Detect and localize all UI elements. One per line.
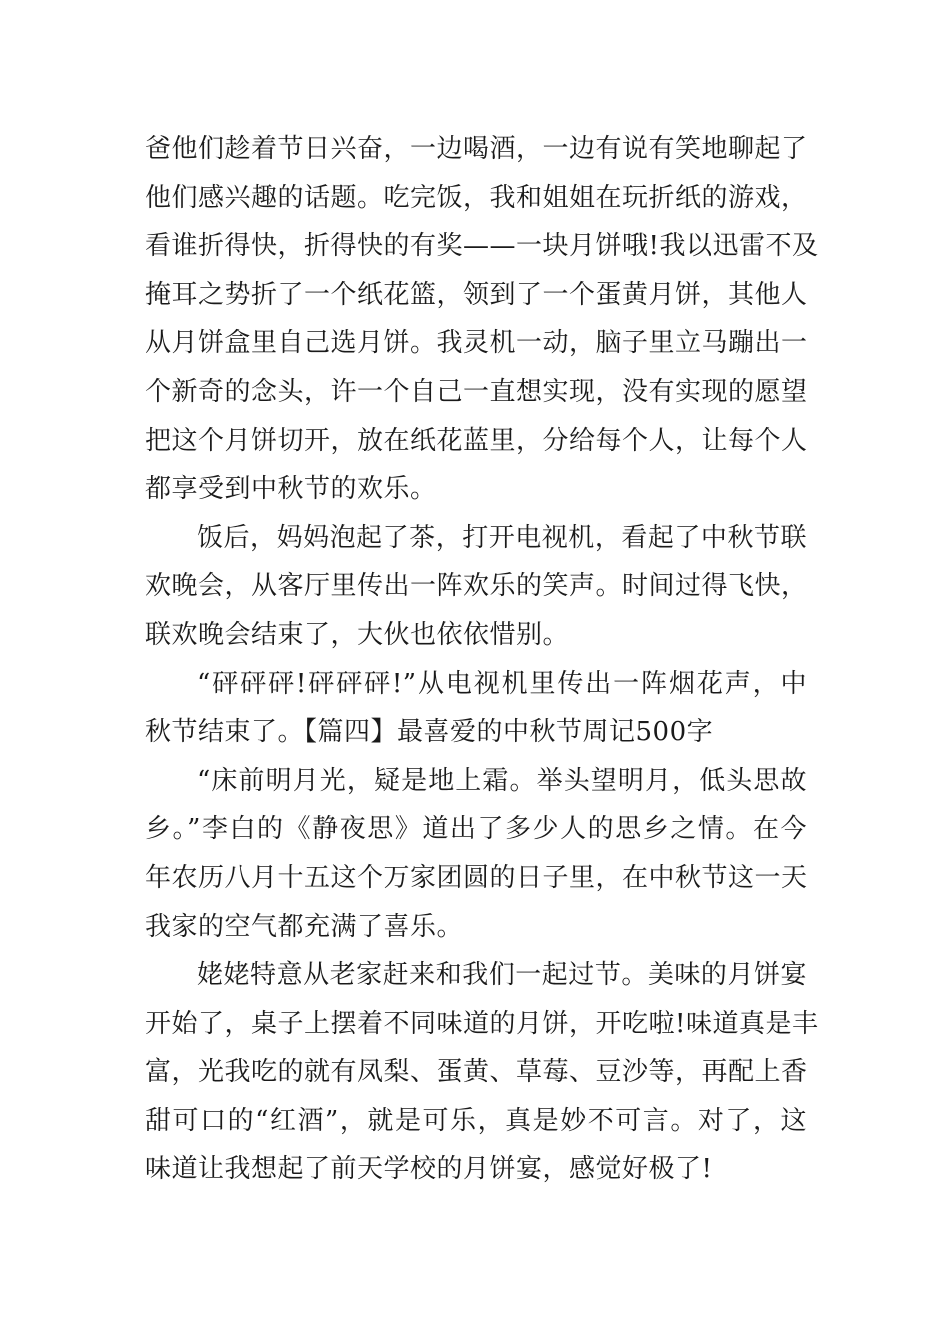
text-line: 开始了，桌子上摆着不同味道的月饼，开吃啦!味道真是丰 — [145, 1008, 819, 1039]
text-line: 饭后，妈妈泡起了茶，打开电视机，看起了中秋节联 — [197, 522, 807, 553]
text-line: 秋节结束了。【篇四】最喜爱的中秋节周记500字 — [145, 717, 714, 748]
text-line: 味道让我想起了前天学校的月饼宴，感觉好极了! — [145, 1154, 713, 1185]
text-line: 年农历八月十五这个万家团圆的日子里，在中秋节这一天 — [145, 862, 808, 893]
text-line: 富，光我吃的就有凤梨、蛋黄、草莓、豆沙等，再配上香 — [145, 1057, 808, 1088]
text-line: 个新奇的念头，许一个自己一直想实现，没有实现的愿望 — [145, 376, 808, 407]
text-line: 欢晚会，从客厅里传出一阵欢乐的笑声。时间过得飞快， — [145, 571, 808, 602]
text-line: 联欢晚会结束了，大伙也依依惜别。 — [145, 619, 570, 650]
text-line: “床前明月光，疑是地上霜。举头望明月，低头思故 — [197, 765, 807, 796]
text-line: 我家的空气都充满了喜乐。 — [145, 911, 464, 942]
document-body — [145, 125, 819, 1194]
text-line: 把这个月饼切开，放在纸花蓝里，分给每个人，让每个人 — [145, 425, 808, 456]
text-line: 爸他们趁着节日兴奋，一边喝酒，一边有说有笑地聊起了 — [145, 134, 808, 164]
text-line: 掩耳之势折了一个纸花篮，领到了一个蛋黄月饼，其他人 — [145, 279, 808, 310]
text-line: 甜可口的“红酒”，就是可乐，真是妙不可言。对了，这 — [145, 1105, 807, 1136]
text-line: 都享受到中秋节的欢乐。 — [145, 474, 437, 505]
text-line: “砰砰砰!砰砰砰!”从电视机里传出一阵烟花声，中 — [197, 668, 807, 699]
text-line: 姥姥特意从老家赶来和我们一起过节。美味的月饼宴 — [197, 960, 807, 991]
text-line: 从月饼盒里自己选月饼。我灵机一动，脑子里立马蹦出一 — [145, 328, 808, 359]
text-line: 看谁折得快，折得快的有奖——一块月饼哦!我以迅雷不及 — [145, 231, 819, 262]
text-line: 乡。”李白的《静夜思》道出了多少人的思乡之情。在今 — [145, 814, 807, 845]
text-line: 他们感兴趣的话题。吃完饭，我和姐姐在玩折纸的游戏， — [145, 182, 808, 213]
